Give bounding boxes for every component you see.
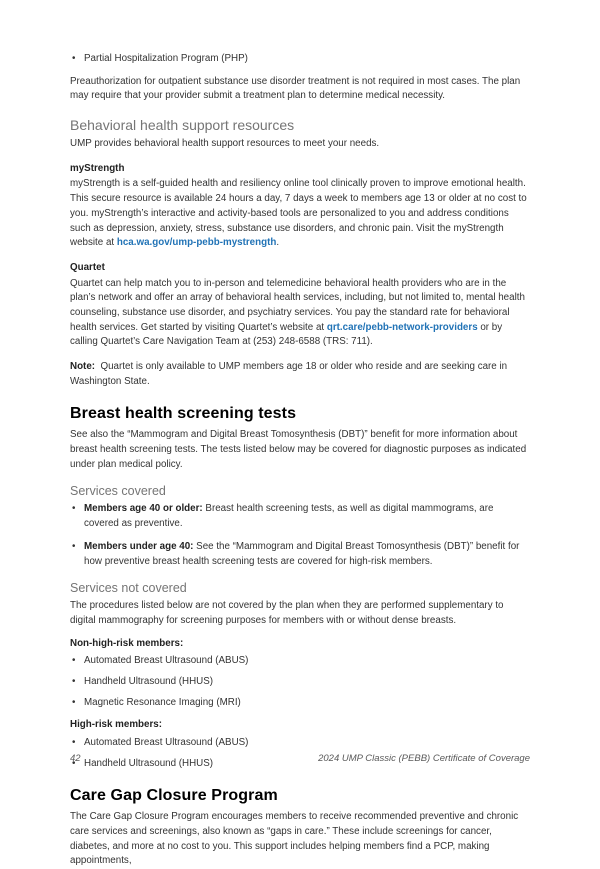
breast-screening-heading: Breast health screening tests <box>70 405 297 423</box>
mystrength-link[interactable]: hca.wa.gov/ump-pebb-mystrength <box>116 237 277 249</box>
page-footer <box>70 753 530 764</box>
preauth-paragraph: Preauthorization for outpatient substance use disorder treatment is not required in most cases. The plan may require that your provider submit a treatment plan to determine medical necessity. <box>70 75 521 102</box>
note-paragraph <box>70 360 530 389</box>
paragraph-text: Quartet can help match you to in-person and telemedicine behavioral health providers who are in the plan’s network and offer an array of behavioral health services, including, but not limited to, mental health counseling, substance use disorder, and psychiatry services. You pay the standard rate for behavioral health services. Get started by visiting Quartet’s website at <box>70 277 525 333</box>
list-item-text: Magnetic Resonance Imaging (MRI) <box>84 696 241 708</box>
list-item-abus <box>70 654 530 669</box>
list-item-hhus <box>70 675 530 690</box>
services-not-covered-intro: The procedures listed below are not covered by the plan when they are performed supplementary to digital mammography for screening purposes for members with or without dense breasts. <box>70 600 504 626</box>
care-gap-paragraph: The Care Gap Closure Program encourages members to receive recommended preventive and chronic care services and screenings, also known as “gaps in care.” These include screenings for cancer, diabetes, and more at no cost to you. This support includes helping members find a PCP, making appointments, <box>70 811 519 867</box>
services-covered-heading: Services covered <box>70 484 166 499</box>
php-list <box>70 52 530 67</box>
behavioral-health-heading: Behavioral health support resources <box>70 117 295 134</box>
list-item-text: Breast health screening tests, as well as digital mammograms, are covered as preventive. <box>84 503 494 530</box>
list-item-abus <box>70 736 530 751</box>
paragraph-text: . <box>276 237 280 249</box>
footer-doc-title: 2024 UMP Classic (PEBB) Certificate of Coverage <box>318 753 530 764</box>
quartet-paragraph <box>70 277 530 350</box>
list-item-php <box>70 52 530 67</box>
list-item-members-40-older <box>70 502 530 531</box>
list-item-text: Partial Hospitalization Program (PHP) <box>84 53 248 64</box>
list-item-text: See the “Mammogram and Digital Breast Tomosynthesis (DBT)” benefit for how preventive breast health screening tests are covered for high-risk members. <box>84 540 520 567</box>
list-item-label: Members age 40 or older: <box>84 503 203 515</box>
high-risk-subheading: High-risk members: <box>70 719 163 731</box>
list-item-text: Automated Breast Ultrasound (ABUS) <box>84 737 249 748</box>
paragraph-text: or by calling Quartet’s Care Navigation Team at (253) 248-6588 (TRS: 711). <box>70 321 503 348</box>
care-gap-heading: Care Gap Closure Program <box>70 787 278 805</box>
non-high-risk-subheading: Non-high-risk members: <box>70 637 184 649</box>
list-item-text: Handheld Ultrasound (HHUS) <box>84 675 214 687</box>
list-item-label: Members under age 40: <box>84 540 194 552</box>
mystrength-paragraph <box>70 177 530 250</box>
non-high-risk-list <box>70 654 530 710</box>
services-not-covered-heading: Services not covered <box>70 581 187 596</box>
quartet-link[interactable]: qrt.care/pebb-network-providers <box>326 321 478 333</box>
breast-screening-intro: See also the “Mammogram and Digital Breast Tomosynthesis (DBT)” benefit for more information about breast health screening tests. The tests listed below may be covered for diagnostic purposes as indicated under plan medical policy. <box>70 429 527 470</box>
paragraph-text: myStrength is a self-guided health and resiliency online tool clinically proven to improve emotional health. This secure resource is available 24 hours a day, 7 days a week to members age 13 or older at no cost to you. myStrength’s interactive and activity-based tools are personalized to you and address conditions such as depression, anxiety, stress, substance use disorders, and chronic pain. Visit the myStrength website at <box>70 178 527 249</box>
note-text: Quartet is only available to UMP members age 18 or older who reside and are seeking care in Washington State. <box>70 361 510 387</box>
list-item-mri <box>70 696 530 711</box>
page-number: 42 <box>70 753 81 764</box>
behavioral-intro-paragraph: UMP provides behavioral health support resources to meet your needs. <box>70 138 380 150</box>
mystrength-subheading: myStrength <box>70 162 125 174</box>
list-item-text: Automated Breast Ultrasound (ABUS) <box>84 655 249 667</box>
note-label: Note: <box>70 361 96 372</box>
quartet-subheading: Quartet <box>70 261 105 273</box>
list-item-members-under-40 <box>70 540 530 569</box>
list-item-text: Handheld Ultrasound (HHUS) <box>84 757 214 769</box>
services-covered-list <box>70 502 530 569</box>
